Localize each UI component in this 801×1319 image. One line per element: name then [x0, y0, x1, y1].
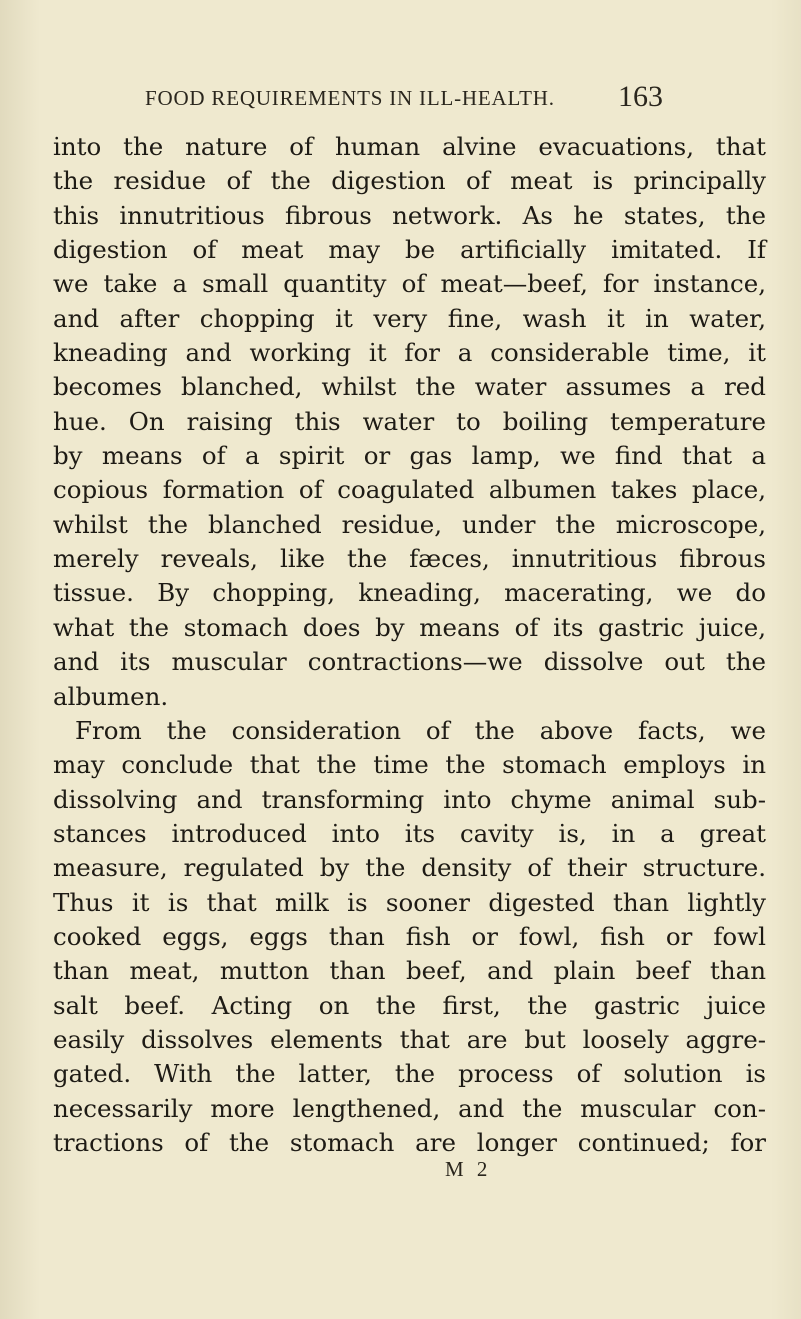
- text-line: gated. With the latter, the process of solution is: [53, 1059, 766, 1089]
- text-line: digestion of meat may be artificially imitated. If: [53, 235, 766, 265]
- text-line: whilst the blanched residue, under the microscope,: [53, 509, 766, 539]
- text-line: stances introduced into its cavity is, in a great: [53, 818, 766, 848]
- text-line: salt beef. Acting on the first, the gastric juice: [53, 990, 766, 1020]
- text-line: by means of a spirit or gas lamp, we find that a: [53, 441, 766, 471]
- text-line: into the nature of human alvine evacuations, that: [53, 132, 766, 161]
- text-line: necessarily more lengthened, and the muscular con-: [53, 1093, 766, 1123]
- text-line: than meat, mutton than beef, and plain beef than: [53, 956, 766, 986]
- body-text: [53, 130, 766, 1160]
- text-line: what the stomach does by means of its gastric juice,: [53, 612, 766, 642]
- text-line: may conclude that the time the stomach employs in: [53, 750, 766, 780]
- running-head: FOOD REQUIREMENTS IN ILL-HEALTH.: [145, 86, 555, 110]
- paragraph-end-line: albumen.: [53, 681, 169, 711]
- text-line: hue. On raising this water to boiling temperature: [53, 406, 766, 436]
- text-line: tractions of the stomach are longer continued; for: [53, 1127, 766, 1157]
- text-line: dissolving and transforming into chyme animal sub-: [53, 784, 766, 814]
- text-line: measure, regulated by the density of their structure.: [53, 853, 766, 883]
- page-number: 163: [618, 80, 663, 113]
- text-line: the residue of the digestion of meat is principally: [53, 166, 766, 196]
- text-line: we take a small quantity of meat—beef, for instance,: [53, 269, 766, 299]
- text-line: merely reveals, like the fæces, innutritious fibrous: [53, 544, 766, 574]
- text-line: kneading and working it for a considerable time, it: [53, 338, 766, 368]
- text-line: this innutritious fibrous network. As he states, the: [53, 200, 766, 230]
- text-line: easily dissolves elements that are but loosely aggre-: [53, 1024, 766, 1054]
- text-line: copious formation of coagulated albumen takes place,: [53, 475, 766, 505]
- text-line: and its muscular contractions—we dissolve out the: [53, 647, 766, 677]
- text-line: Thus it is that milk is sooner digested than lightly: [53, 887, 766, 917]
- signature-mark: M 2: [445, 1157, 492, 1181]
- text-line: cooked eggs, eggs than fish or fowl, fish or fowl: [53, 921, 766, 951]
- paragraph-start-line: From the consideration of the above facts, we: [75, 715, 766, 745]
- text-line: and after chopping it very fine, wash it in water,: [53, 303, 766, 333]
- text-line: becomes blanched, whilst the water assumes a red: [53, 372, 766, 402]
- text-line: tissue. By chopping, kneading, macerating, we do: [53, 578, 766, 608]
